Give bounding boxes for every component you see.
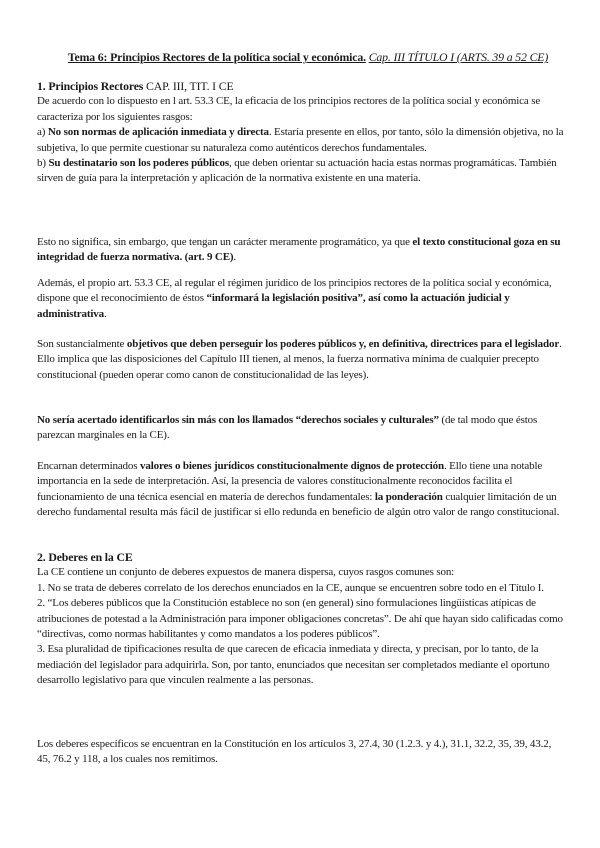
section-2-item-1: 1. No se trata de deberes correlato de los derechos enunciados en la CE, aunque se encuentren sobre todo en el Título I. <box>37 581 544 594</box>
paragraph-no-seria: No sería acertado identificarlos sin más con los llamados “derechos sociales y culturales” (de tal modo que éstos parezcan marginales en la CE). <box>37 414 538 442</box>
paragraph-ademas: Además, el propio art. 53.3 CE, al regular el régimen jurídico de los principios rectores de la política social y económica, dispone que el reconocimiento de éstos “informará la legislación positiva”, así como la actuación judicial y administrativa. <box>37 277 552 320</box>
section-1-heading: 1. Principios Rectores CAP. III, TIT. I CE <box>37 79 234 93</box>
section-1-intro: De acuerdo con lo dispuesto en l art. 53.3 CE, la eficacia de los principios rectores de la política social y económica se caracteriza por los siguientes rasgos: <box>37 95 541 123</box>
paragraph-encarnan: Encarnan determinados valores o bienes jurídicos constitucionalmente dignos de protección. Ello tiene una notable importancia en la sede de interpretación. Así, la presencia de valores constitucionalmente reconocidos facilita el funcionamiento de una técnica esencial en materia de derechos fundamentales: la ponderación cualquier limitación de un derecho fundamental resulta más fácil de justificar si ello redunda en beneficio de algún otro valor de rango constitucional. <box>37 460 560 519</box>
section-1-item-b: b) Su destinatario son los poderes públicos, que deben orientar su actuación hacia estas normas programáticas. También sirven de guía para la interpretación y aplicación de la normativa existente en una materia. <box>37 157 557 185</box>
document-title <box>48 50 568 65</box>
section-2-intro: La CE contiene un conjunto de deberes expuestos de manera dispersa, cuyos rasgos comunes son: <box>37 566 455 579</box>
section-2-item-3: 3. Esa pluralidad de tipificaciones resulta de que carecen de eficacia inmediata y directa, y precisan, por lo tanto, de la mediación del legislador para adquirirla. Son, por tanto, enunciados que necesitan ser completados mediante el oportuno desarrollo legislativo para que vinculen realmente a las personas. <box>37 643 550 687</box>
section-deberes <box>37 550 565 689</box>
section-2-heading: 2. Deberes en la CE <box>37 550 133 564</box>
paragraph-son: Son sustancialmente objetivos que deben perseguir los poderes públicos y, en definitiva, directrices para el legislador. Ello implica que las disposiciones del Capítulo III tienen, al menos, la fuerza normativa mínima de cualquier precepto constitucional (pueden operar como canon de constitucionalidad de las leyes). <box>37 338 562 381</box>
section-principios <box>37 79 565 187</box>
section-1-item-a: a) No son normas de aplicación inmediata y directa. Estaría presente en ellos, por tanto, sólo la dimensión objetiva, no la subjetiva, lo que permite cuestionar su naturaleza como auténticos derechos fundamentales. <box>37 126 564 154</box>
title-bold: Tema 6: Principios Rectores de la política social y económica. <box>67 50 366 64</box>
section-2-item-2: 2. “Los deberes públicos que la Constitución establece no son (en general) sino formulaciones lingüísticas atípicas de atribuciones de potestad a la Administración para imponer obligaciones concretas”. De ahí que hayan sido calificadas como “directivas, como normas habilitantes y como mandatos a los poderes públicos”. <box>37 597 563 641</box>
paragraph-esto: Esto no significa, sin embargo, que tengan un carácter meramente programático, ya que el texto constitucional goza en su integridad de fuerza normativa. (art. 9 CE). <box>37 236 561 264</box>
paragraph-deberes-especificos: Los deberes específicos se encuentran en la Constitución en los artículos 3, 27.4, 30 (1.2.3. y 4.), 31.1, 32.2, 35, 39, 43.2, 45, 76.2 y 118, a los cuales nos remitimos. <box>37 738 552 766</box>
title-italic: Cap. III TÍTULO I (ARTS. 39 a 52 CE) <box>368 50 549 64</box>
